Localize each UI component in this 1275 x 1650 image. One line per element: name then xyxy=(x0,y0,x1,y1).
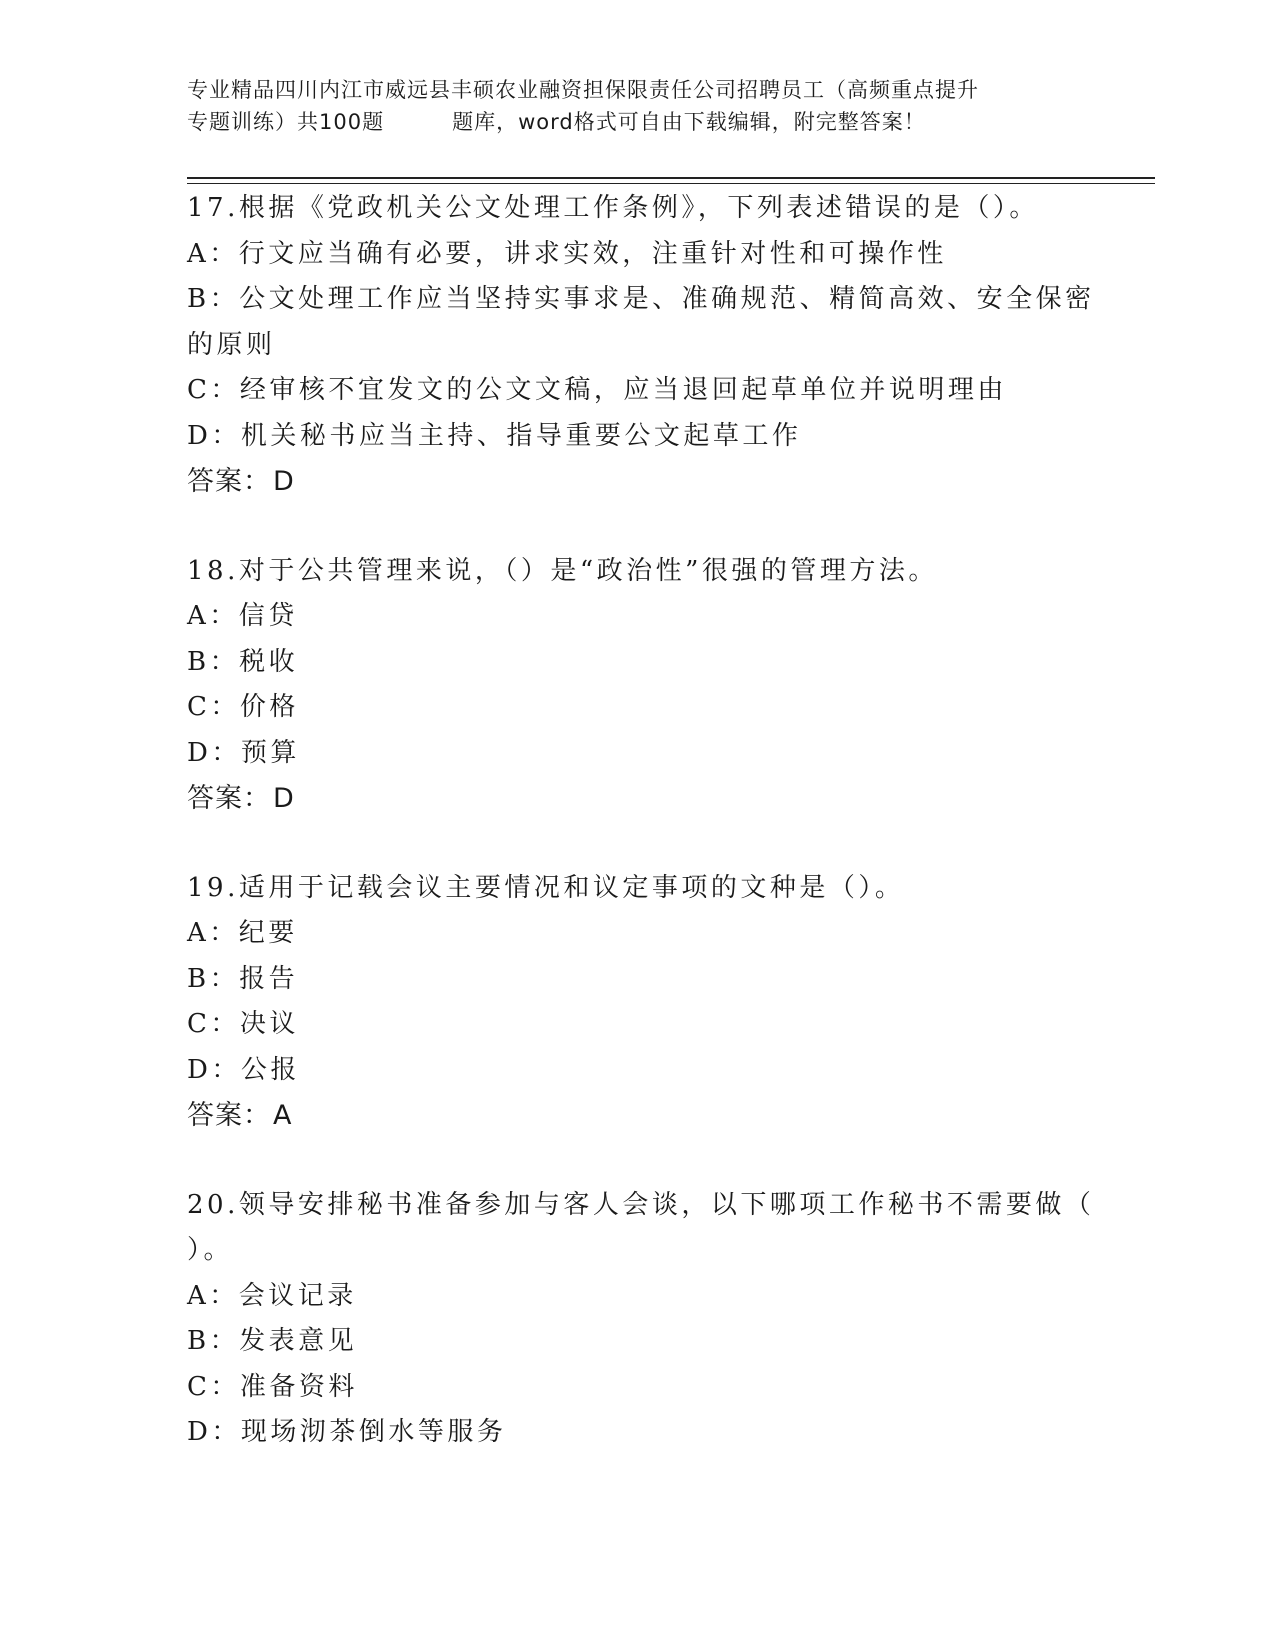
question-19 xyxy=(187,866,1087,1139)
question-17 xyxy=(187,186,1095,505)
option-c: C：价格 xyxy=(187,692,299,722)
option-b: B：报告 xyxy=(187,963,299,994)
question-stem: 18.对于公共管理来说，（）是“政治性”很强的管理方法。 xyxy=(187,555,938,586)
answer-value: D xyxy=(273,783,295,814)
header-line-1: 专业精品四川内江市威远县丰硕农业融资担保限责任公司招聘员工（高频重点提升 xyxy=(187,78,979,102)
question-stem: 19.适用于记载会议主要情况和议定事项的文种是（）。 xyxy=(187,872,905,903)
answer-label: 答案： xyxy=(187,1100,271,1131)
option-b: B：公文处理工作应当坚持实事求是、准确规范、精简高效、安全保密 xyxy=(187,284,1095,314)
header-line-2a: 专题训练）共100题 xyxy=(187,110,385,134)
answer-value: D xyxy=(273,466,295,497)
option-c: C：准备资料 xyxy=(187,1371,358,1402)
option-a: A：信贷 xyxy=(187,601,298,631)
answer xyxy=(187,776,1087,822)
answer-label: 答案： xyxy=(187,466,271,497)
option-d: D：机关秘书应当主持、指导重要公文起草工作 xyxy=(187,420,802,451)
option-c: C：决议 xyxy=(187,1009,299,1039)
option-b-continued: 的原则 xyxy=(187,329,276,360)
answer xyxy=(187,1093,1087,1139)
option-b: B：发表意见 xyxy=(187,1326,358,1356)
question-20 xyxy=(187,1183,1095,1456)
option-c: C：经审核不宜发文的公文文稿，应当退回起草单位并说明理由 xyxy=(187,375,1007,405)
answer-value: A xyxy=(273,1100,293,1131)
question-list xyxy=(187,186,1095,1500)
question-stem-continued: ）。 xyxy=(187,1235,234,1265)
option-d: D：公报 xyxy=(187,1054,300,1085)
question-stem: 20.领导安排秘书准备参加与客人会谈，以下哪项工作秘书不需要做（ xyxy=(187,1189,1095,1220)
option-a: A：纪要 xyxy=(187,918,298,948)
question-stem: 17.根据《党政机关公文处理工作条例》，下列表述错误的是（）。 xyxy=(187,193,1039,223)
option-b: B：税收 xyxy=(187,646,299,677)
option-d: D：预算 xyxy=(187,737,300,768)
option-d: D：现场沏茶倒水等服务 xyxy=(187,1417,507,1447)
header-divider-thin xyxy=(187,183,1155,184)
question-18 xyxy=(187,549,1087,822)
option-a: A：行文应当确有必要，讲求实效，注重针对性和可操作性 xyxy=(187,238,947,269)
header-line-2b: 题库，word格式可自由下载编辑，附完整答案！ xyxy=(452,110,926,134)
answer-label: 答案： xyxy=(187,783,271,814)
document-header xyxy=(187,74,1087,138)
option-a: A：会议记录 xyxy=(187,1280,357,1311)
answer xyxy=(187,459,1087,505)
header-divider-thick xyxy=(187,177,1155,179)
header-line-2 xyxy=(187,106,1087,138)
